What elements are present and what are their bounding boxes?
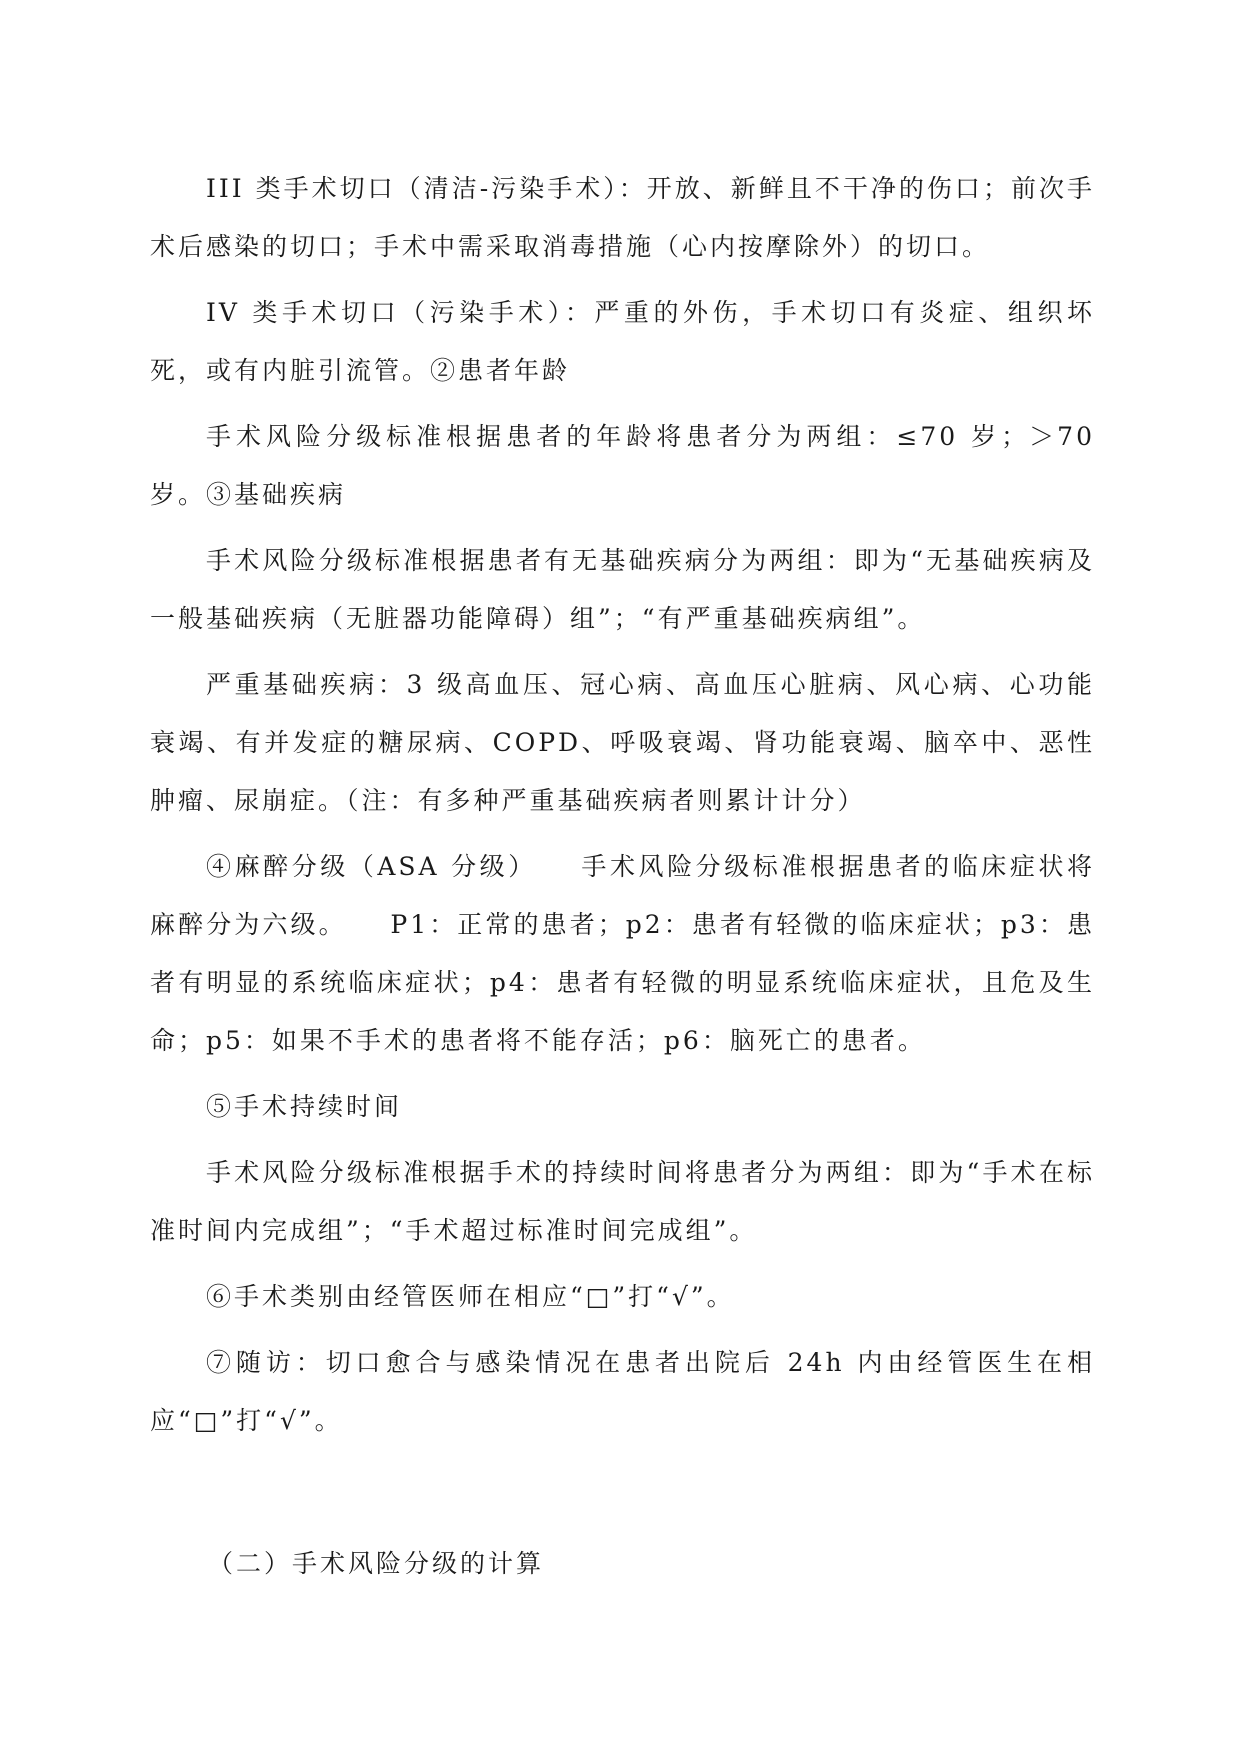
paragraph-follow-up: ⑦随访：切口愈合与感染情况在患者出院后 24h 内由经管医生在相应“□”打“√”。 (150, 1348, 1095, 1435)
document-body (150, 160, 1095, 1458)
paragraph-incision-class-iii: III 类手术切口（清洁-污染手术）：开放、新鲜且不干净的伤口；前次手术后感染的切口；手术中需采取消毒措施（心内按摩除外）的切口。 (150, 174, 1095, 261)
paragraph-duration-heading: ⑤手术持续时间 (206, 1092, 403, 1121)
paragraph-duration: 手术风险分级标准根据手术的持续时间将患者分为两组：即为“手术在标准时间内完成组”；“手术超过标准时间完成组”。 (150, 1158, 1095, 1245)
paragraph-underlying-disease: 手术风险分级标准根据患者有无基础疾病分为两组：即为“无基础疾病及一般基础疾病（无脏器功能障碍）组”；“有严重基础疾病组”。 (150, 546, 1095, 633)
paragraph-surgery-category: ⑥手术类别由经管医师在相应“□”打“√”。 (206, 1282, 735, 1311)
section-heading: （二）手术风险分级的计算 (208, 1549, 545, 1578)
paragraph-severe-disease: 严重基础疾病：3 级高血压、冠心病、高血压心脏病、风心病、心功能衰竭、有并发症的糖尿病、COPD、呼吸衰竭、肾功能衰竭、脑卒中、恶性肿瘤、尿崩症。（注：有多种严重基础疾病者则累计计分） (150, 670, 1095, 815)
paragraph-incision-class-iv: IV 类手术切口（污染手术）：严重的外伤，手术切口有炎症、组织坏死，或有内脏引流管。②患者年龄 (150, 298, 1095, 385)
paragraph-asa-grading: ④麻醉分级（ASA 分级） 手术风险分级标准根据患者的临床症状将麻醉分为六级。 P1：正常的患者；p2：患者有轻微的临床症状；p3：患者有明显的系统临床症状；p4：患者有轻微的明显系统临床症状，且危及生命；p5：如果不手术的患者将不能存活；p6：脑死亡的患者。 (150, 852, 1095, 1055)
paragraph-patient-age: 手术风险分级标准根据患者的年龄将患者分为两组：≤70 岁；＞70 岁。③基础疾病 (150, 422, 1095, 509)
